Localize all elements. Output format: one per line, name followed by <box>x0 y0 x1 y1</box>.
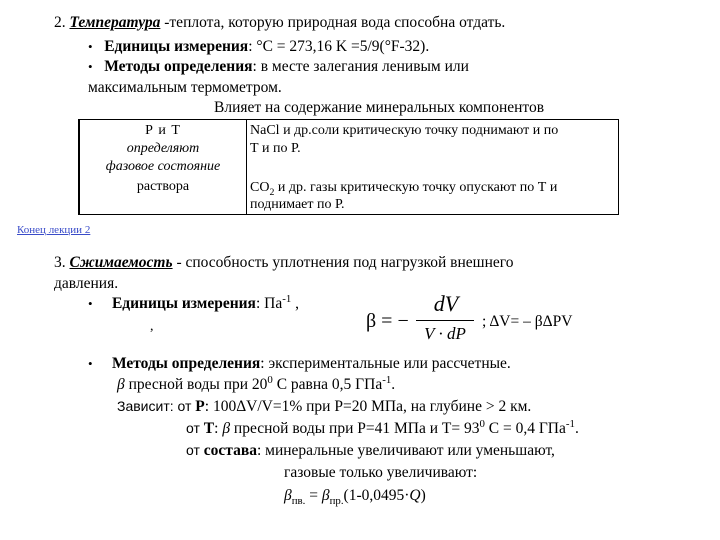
units-superscript: -1 <box>282 292 292 305</box>
bullet-icon: • <box>88 39 93 54</box>
beta-symbol: β <box>321 487 330 504</box>
dep-t-sup: 0 <box>479 417 485 430</box>
formula-rest: ; ΔV= – βΔPV <box>482 313 573 330</box>
sec3-heading <box>54 253 514 272</box>
bullet-icon: • <box>88 59 93 74</box>
sec3-units-label: Единицы измерения <box>111 295 256 312</box>
dep-s-rest: : минеральные увеличивают или уменьшают, <box>256 442 555 459</box>
dep-s-label: состава <box>203 442 257 459</box>
sec3-units-value: : Па <box>255 295 283 312</box>
table-left-line-2: определяют <box>126 141 200 156</box>
co2-subscript: 2 <box>269 186 275 198</box>
sec2-title-rest: -теплота, которую природная вода способна отдать. <box>160 14 506 31</box>
depends-s-line <box>186 441 555 460</box>
dep-p-rest: : 100ΔV/V=1% при Р=20 МПа, на глубине > 2 км. <box>204 398 532 415</box>
sec2-units-label: Единицы измерения <box>104 38 249 55</box>
table-nacl-row-2: Т и по Р. <box>250 141 301 156</box>
beta-freshwater-line <box>117 375 395 394</box>
nacl-text: и др.соли критическую точку поднимают и по <box>279 123 559 138</box>
final-eq: = <box>305 487 322 504</box>
sec3-title: Сжимаемость <box>69 254 173 271</box>
sec2-methods-rest: : в месте залегания ленивым или <box>252 58 469 75</box>
phase-table <box>78 119 619 215</box>
lecture-end-link[interactable]: Конец лекции 2 <box>17 224 91 236</box>
sec3-methods-rest: : экспериментальные или рассчетные. <box>260 355 511 372</box>
stray-comma: , <box>150 319 154 334</box>
dep-t-pre: от <box>186 420 204 436</box>
beta-line-b: С равна 0,5 ГПа <box>272 376 383 393</box>
sec2-units-value: : °C = 273,16 K =5/9(°F-32). <box>248 38 430 55</box>
formula-denominator: V · dP <box>424 324 466 343</box>
sec3-methods-label: Методы определения <box>111 355 261 372</box>
sec2-heading <box>54 13 505 32</box>
dep-s-pre: от <box>186 442 204 458</box>
sec2-methods-line2: максимальным термометром. <box>88 79 282 96</box>
final-rest: (1-0,0495· <box>343 487 410 504</box>
table-co2-row-2: поднимает по Р. <box>250 197 345 212</box>
depends-s-line2: газовые только увеличивают: <box>284 464 478 481</box>
final-end: ) <box>420 487 426 504</box>
table-divider <box>246 120 247 214</box>
sec2-number: 2. <box>54 14 66 31</box>
sec2-influence: Влияет на содержание минеральных компонентов <box>214 99 545 116</box>
sec2-units <box>88 37 429 56</box>
beta-line-c: . <box>391 376 396 393</box>
formula-numerator: dV <box>433 291 459 316</box>
table-left-line-3: фазовое состояние <box>105 159 221 174</box>
beta-symbol: β <box>284 487 292 504</box>
depends-p-line <box>117 397 531 416</box>
final-q: Q <box>409 487 421 504</box>
dep-t-rest-b: пресной воды при Р=41 МПа и Т= 93 <box>230 420 480 437</box>
table-left-line-1: Р и Т <box>145 123 181 138</box>
beta-symbol: β <box>117 376 125 393</box>
dep-t-label: Т <box>203 420 215 437</box>
sec3-units-end: , <box>291 295 300 312</box>
dep-t-sup2: -1 <box>565 417 575 430</box>
co2-text: и др. газы критическую точку опускают по Т и <box>274 180 558 195</box>
beta-symbol: β <box>222 420 231 437</box>
nacl-formula: NaCl <box>250 123 280 138</box>
sec2-methods-label: Методы определения <box>104 58 253 75</box>
table-nacl-row <box>250 122 558 139</box>
beta-line-sup: 0 <box>267 373 273 386</box>
sec3-number: 3. <box>54 254 66 271</box>
final-formula <box>284 486 426 508</box>
sec2-title: Температура <box>69 14 161 31</box>
compressibility-formula-lhs: β = − <box>366 310 409 332</box>
sec3-title-rest: - способность уплотнения под нагрузкой внешнего <box>172 254 514 271</box>
sec3-line2: давления. <box>54 275 119 292</box>
dep-t-rest-c: С = 0,4 ГПа <box>484 420 566 437</box>
co2-formula: CO <box>250 180 270 195</box>
beta-line-a: пресной воды при 20 <box>128 376 268 393</box>
sec3-methods <box>88 354 511 373</box>
final-sub-pv: пв. <box>291 495 306 508</box>
bullet-icon: • <box>88 296 93 311</box>
formula-fraction-bar <box>416 320 474 321</box>
dep-t-rest-d: . <box>574 420 579 437</box>
bullet-icon: • <box>88 356 93 371</box>
sec2-methods <box>88 57 469 76</box>
final-sub-pr: пр. <box>329 495 344 508</box>
dep-p-label: Р <box>195 398 205 415</box>
sec3-units <box>88 294 299 313</box>
depends-label: Зависит: от <box>117 398 196 414</box>
depends-t-line <box>186 419 579 438</box>
table-co2-row <box>250 179 557 196</box>
beta-line-sup2: -1 <box>382 373 392 386</box>
dep-t-rest-a: : <box>214 420 223 437</box>
table-left-line-4: раствора <box>136 179 190 194</box>
